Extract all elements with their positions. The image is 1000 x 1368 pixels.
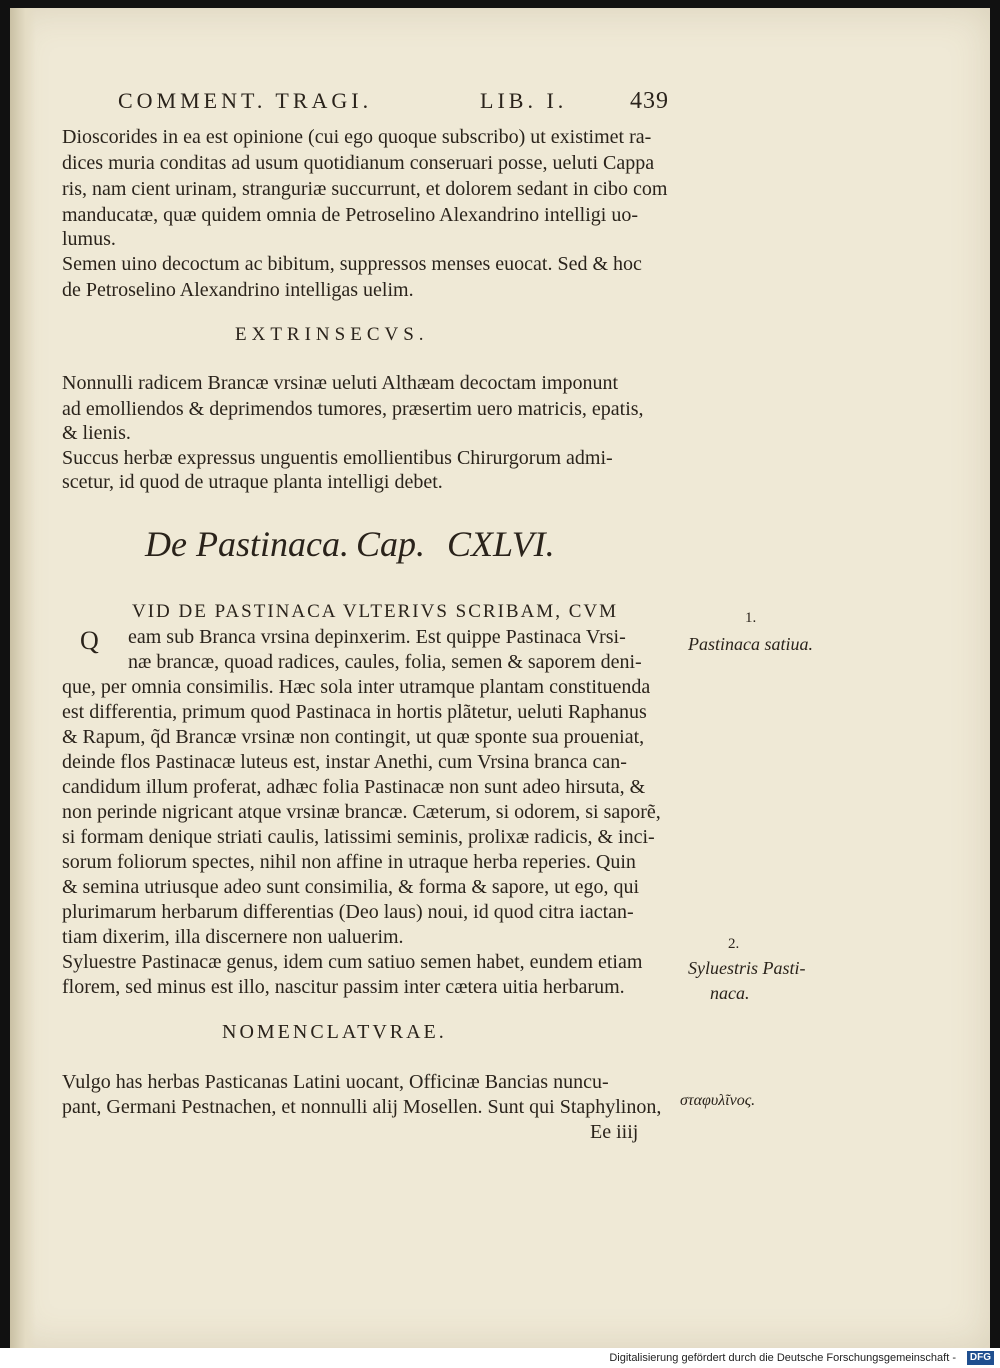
text-line: Dioscorides in ea est opinione (cui ego quoque subscribo) ut existimet ra- <box>62 126 652 148</box>
text-line: sorum foliorum spectes, nihil non affine in utraque herba reperies. Quin <box>62 851 636 873</box>
text-line: florem, sed minus est illo, nascitur passim inter cætera uitia herbarum. <box>62 976 625 998</box>
text-line: tiam dixerim, illa discernere non ualuerim. <box>62 926 404 948</box>
text-line: si formam denique striati caulis, latissimi seminis, prolixæ radicis, & inci- <box>62 826 655 848</box>
margin-note-number: 1. <box>745 610 757 626</box>
text-line: dices muria conditas ad usum quotidianum conseruari posse, ueluti Cappa <box>62 152 655 174</box>
margin-note: Pastinaca satiua. <box>688 634 813 654</box>
section-heading-extrinsecus: EXTRINSECVS. <box>235 324 429 345</box>
text-line: manducatæ, quæ quidem omnia de Petroselino Alexandrino intelligi uo- <box>62 204 639 226</box>
greek-margin-note: σταφυλῖνος. <box>680 1092 756 1109</box>
text-line: Syluestre Pastinacæ genus, idem cum satiuo semen habet, eundem etiam <box>62 951 643 973</box>
text-line: & lienis. <box>62 422 131 444</box>
text-line: Succus herbæ expressus unguentis emollientibus Chirurgorum admi- <box>62 447 613 469</box>
text-line: ad emolliendos & deprimendos tumores, præsertim uero matricis, epatis, <box>62 398 644 420</box>
chapter-number: CXLVI. <box>447 524 555 564</box>
text-line: Semen uino decoctum ac bibitum, suppressos menses euocat. Sed & hoc <box>62 253 642 275</box>
text-line: plurimarum herbarum differentias (Deo laus) noui, id quod citra iactan- <box>62 901 634 923</box>
text-line: ris, nam cient urinam, stranguriæ succurrunt, et dolorem sedant in cibo com <box>62 178 668 200</box>
footer-credit-text: Digitalisierung gefördert durch die Deutsche Forschungsgemeinschaft - <box>609 1352 956 1364</box>
signature-mark: Ee iiij <box>590 1121 639 1143</box>
margin-note: Syluestris Pasti- <box>688 958 806 978</box>
text-line: Nonnulli radicem Brancæ vrsinæ ueluti Althæam decoctam imponunt <box>62 372 619 394</box>
page-number: 439 <box>630 88 669 114</box>
text-line: næ brancæ, quoad radices, caules, folia, semen & saporem deni- <box>128 651 642 673</box>
text-line: & Rapum, q̃d Brancæ vrsinæ non contingit, ut quæ sponte sua proueniat, <box>62 726 645 748</box>
first-line-caps: VID DE PASTINACA VLTERIVS SCRIBAM, CVM <box>132 601 618 622</box>
page-binding-edge <box>10 8 36 1348</box>
margin-note: naca. <box>710 983 750 1003</box>
chapter-cap-label: Cap. <box>356 524 426 564</box>
text-line: candidum illum proferat, adhæc folia Pastinacæ non sunt adeo hirsuta, & <box>62 776 646 798</box>
digitization-footer <box>0 1348 1000 1368</box>
text-line: scetur, id quod de utraque planta intelligi debet. <box>62 471 443 493</box>
text-line: que, per omnia consimilis. Hæc sola inter utramque plantam constituenda <box>62 676 651 698</box>
book-page <box>10 8 990 1348</box>
text-line: & semina utriusque adeo sunt consimilia, & forma & sapore, ut ego, qui <box>62 876 640 898</box>
text-line: eam sub Branca vrsina depinxerim. Est quippe Pastinaca Vrsi- <box>128 626 626 648</box>
running-header-book: LIB. I. <box>480 88 568 113</box>
text-line: non perinde nigricant atque vrsinæ brancæ. Cæterum, si odorem, si saporẽ, <box>62 801 661 823</box>
text-line: pant, Germani Pestnachen, et nonnulli alij Mosellen. Sunt qui Staphylinon, <box>62 1096 662 1118</box>
text-line: de Petroselino Alexandrino intelligas uelim. <box>62 279 414 301</box>
initial-letter: Q <box>80 626 99 655</box>
chapter-title: De Pastinaca. <box>145 524 349 564</box>
section-heading-nomenclaturae: NOMENCLATVRAE. <box>222 1021 447 1043</box>
dfg-logo: DFG <box>967 1351 994 1365</box>
text-line: lumus. <box>62 228 116 250</box>
text-line: deinde flos Pastinacæ luteus est, instar Anethi, cum Vrsina branca can- <box>62 751 627 773</box>
text-line: est differentia, primum quod Pastinaca in hortis plãtetur, ueluti Raphanus <box>62 701 647 723</box>
margin-note-number: 2. <box>728 936 740 952</box>
text-line: Vulgo has herbas Pasticanas Latini uocant, Officinæ Bancias nuncu- <box>62 1071 609 1093</box>
running-header-left: COMMENT. TRAGI. <box>118 88 373 113</box>
